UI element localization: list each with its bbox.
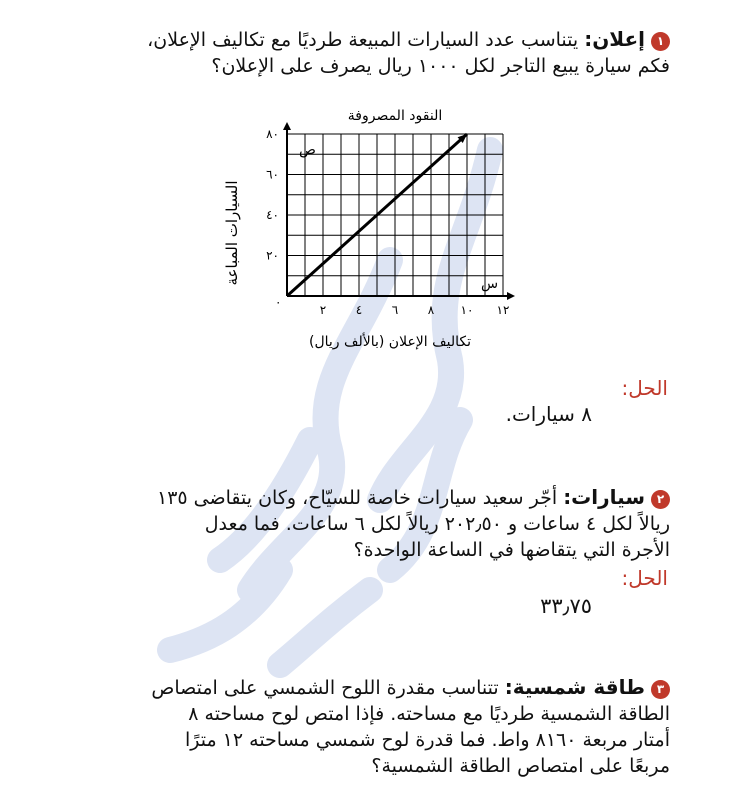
y-tick-label: ٨٠ [266,127,279,141]
y-axis-label: السيارات المباعة [223,180,241,286]
x-tick-label: ١٠ [460,303,474,317]
x-axis-arrow-icon [507,292,515,300]
problem-1-number-badge: ١ [651,32,670,51]
problem-2-text-1: أجّر سعيد سيارات خاصة للسيّاح، وكان يتقاضى ١٣٥ [156,487,558,509]
y-tick-label: ٢٠ [266,248,279,263]
problem-3-text-3: أمتار مربعة ٨١٦٠ واط. فما قدرة لوح شمسي مساحته ١٢ مترًا [184,729,670,751]
y-symbol: ص [299,142,316,158]
solution-2-answer: ٣٣٫٧٥ [540,594,592,618]
y-tick-label: ٤٠ [266,208,279,222]
graph-top-label: النقود المصروفة [347,108,443,124]
problem-3-text-4: مربعًا على امتصاص الطاقة الشمسية؟ [371,755,670,777]
x-tick-label: ١٢ [496,303,510,317]
graph-grid [283,122,515,300]
problem-1-keyword: إعلان: [584,27,645,51]
solution-1-label: الحل: [621,376,668,400]
problem-2-line-1 [60,484,670,511]
problem-3-line-1 [60,674,670,701]
problem-1-text-2: فكم سيارة يبيع التاجر لكل ١٠٠٠ ريال يصرف على الإعلان؟ [211,55,670,77]
x-axis-label: تكاليف الإعلان (بالألف ريال) [308,334,472,350]
problem-3-text-1: تتناسب مقدرة اللوح الشمسي على امتصاص [151,677,499,699]
problem-1-line-1 [60,26,670,53]
problem-1-text-1: يتناسب عدد السيارات المبيعة طرديًا مع تكاليف الإعلان، [147,29,579,51]
problem-2 [60,484,670,563]
problem-2-text-3: الأجرة التي يتقاضها في الساعة الواحدة؟ [353,539,670,561]
problem-2-number-badge: ٢ [651,490,670,509]
x-tick-label: ٢ [319,303,327,317]
origin-label: ٠ [275,295,282,309]
problem-3-text-2: الطاقة الشمسية طرديًا مع مساحته. فإذا امتص لوح مساحته ٨ [188,703,670,725]
x-symbol: س [481,276,499,292]
solution-2-label: الحل: [621,566,668,590]
problem-2-text-2: ريالاً لكل ٤ ساعات و ٢٠٢٫٥٠ ريالاً لكل ٦ ساعات. فما معدل [204,513,670,535]
y-axis-arrow-icon [283,122,291,130]
problem-1 [60,26,670,79]
problem-3 [60,674,670,779]
x-tick-label: ٦ [391,303,399,317]
problem-3-keyword: طاقة شمسية: [504,675,645,699]
solution-1-answer: ٨ سيارات. [505,402,592,426]
x-tick-label: ٤ [355,303,363,317]
advertising-cost-graph [215,98,515,360]
y-tick-label: ٦٠ [266,167,279,182]
problem-2-keyword: سيارات: [563,485,645,509]
problem-3-number-badge: ٣ [651,680,670,699]
x-tick-label: ٨ [427,303,435,317]
